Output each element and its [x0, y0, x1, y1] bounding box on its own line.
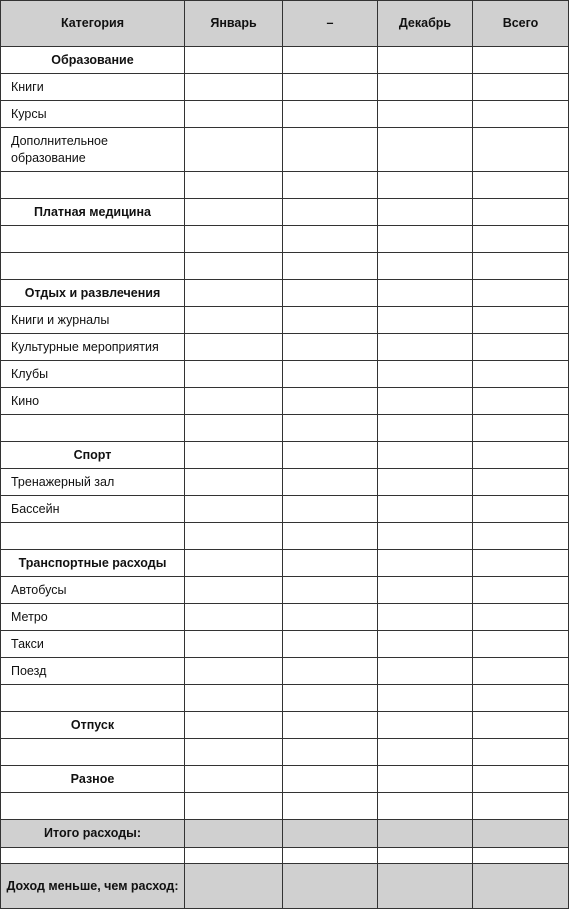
value-cell[interactable] — [283, 172, 378, 199]
category-cell: Клубы — [1, 361, 185, 388]
category-cell — [1, 739, 185, 766]
value-cell[interactable] — [473, 47, 569, 74]
header-category: Категория — [1, 1, 185, 47]
value-cell[interactable] — [473, 793, 569, 820]
value-cell[interactable] — [283, 739, 378, 766]
header-dash: – — [283, 1, 378, 47]
value-cell[interactable] — [185, 577, 283, 604]
category-cell: Книги и журналы — [1, 307, 185, 334]
table-row — [1, 226, 569, 253]
value-cell[interactable] — [473, 864, 569, 909]
value-cell[interactable] — [378, 172, 473, 199]
value-cell[interactable] — [473, 280, 569, 307]
value-cell[interactable] — [473, 128, 569, 172]
value-cell[interactable] — [283, 388, 378, 415]
value-cell[interactable] — [283, 523, 378, 550]
value-cell[interactable] — [185, 848, 283, 864]
value-cell[interactable] — [283, 101, 378, 128]
value-cell[interactable] — [185, 388, 283, 415]
category-cell — [1, 523, 185, 550]
value-cell[interactable] — [283, 128, 378, 172]
value-cell[interactable] — [283, 496, 378, 523]
section-row — [1, 280, 569, 307]
table-row — [1, 496, 569, 523]
value-cell[interactable] — [378, 101, 473, 128]
total-row — [1, 820, 569, 848]
value-cell[interactable] — [473, 604, 569, 631]
value-cell[interactable] — [185, 226, 283, 253]
value-cell[interactable] — [283, 550, 378, 577]
value-cell[interactable] — [473, 658, 569, 685]
value-cell[interactable] — [378, 550, 473, 577]
header-december: Декабрь — [378, 1, 473, 47]
value-cell[interactable] — [473, 334, 569, 361]
table-row — [1, 739, 569, 766]
section-label: Спорт — [1, 442, 185, 469]
value-cell[interactable] — [378, 712, 473, 739]
value-cell[interactable] — [378, 307, 473, 334]
value-cell[interactable] — [378, 864, 473, 909]
category-cell: Книги — [1, 74, 185, 101]
value-cell[interactable] — [283, 631, 378, 658]
value-cell[interactable] — [473, 172, 569, 199]
table-row — [1, 523, 569, 550]
value-cell[interactable] — [378, 469, 473, 496]
category-cell — [1, 793, 185, 820]
value-cell[interactable] — [185, 523, 283, 550]
value-cell[interactable] — [473, 577, 569, 604]
value-cell[interactable] — [185, 550, 283, 577]
table-body — [1, 47, 569, 909]
value-cell[interactable] — [185, 74, 283, 101]
value-cell[interactable] — [283, 820, 378, 848]
category-cell: Метро — [1, 604, 185, 631]
section-label: Транспортные расходы — [1, 550, 185, 577]
value-cell[interactable] — [185, 101, 283, 128]
category-cell: Бассейн — [1, 496, 185, 523]
value-cell[interactable] — [378, 334, 473, 361]
value-cell[interactable] — [473, 739, 569, 766]
table-row — [1, 415, 569, 442]
value-cell[interactable] — [378, 199, 473, 226]
value-cell[interactable] — [185, 685, 283, 712]
value-cell[interactable] — [378, 820, 473, 848]
table-row — [1, 334, 569, 361]
value-cell[interactable] — [283, 848, 378, 864]
value-cell[interactable] — [378, 739, 473, 766]
table-row — [1, 631, 569, 658]
table-row — [1, 172, 569, 199]
value-cell[interactable] — [378, 74, 473, 101]
value-cell[interactable] — [283, 361, 378, 388]
table-row — [1, 101, 569, 128]
category-cell — [1, 253, 185, 280]
table-row — [1, 685, 569, 712]
header-row — [1, 1, 569, 47]
section-label: Платная медицина — [1, 199, 185, 226]
value-cell[interactable] — [378, 442, 473, 469]
value-cell[interactable] — [283, 793, 378, 820]
value-cell[interactable] — [473, 848, 569, 864]
category-cell: Автобусы — [1, 577, 185, 604]
value-cell[interactable] — [473, 442, 569, 469]
value-cell[interactable] — [283, 766, 378, 793]
value-cell[interactable] — [283, 307, 378, 334]
total-label: Доход меньше, чем расход: — [1, 864, 185, 909]
value-cell[interactable] — [473, 523, 569, 550]
value-cell[interactable] — [473, 226, 569, 253]
value-cell[interactable] — [473, 388, 569, 415]
header-january: Январь — [185, 1, 283, 47]
value-cell[interactable] — [473, 766, 569, 793]
category-cell — [1, 415, 185, 442]
value-cell[interactable] — [473, 550, 569, 577]
value-cell[interactable] — [473, 361, 569, 388]
table-row — [1, 577, 569, 604]
category-cell: Курсы — [1, 101, 185, 128]
category-cell — [1, 226, 185, 253]
value-cell[interactable] — [378, 280, 473, 307]
table-row — [1, 848, 569, 864]
table-row — [1, 361, 569, 388]
value-cell[interactable] — [185, 415, 283, 442]
value-cell[interactable] — [185, 820, 283, 848]
category-cell: Тренажерный зал — [1, 469, 185, 496]
section-label: Разное — [1, 766, 185, 793]
value-cell[interactable] — [378, 47, 473, 74]
value-cell[interactable] — [378, 848, 473, 864]
value-cell[interactable] — [473, 415, 569, 442]
category-cell: Дополнительное образование — [1, 128, 185, 172]
total-row — [1, 864, 569, 909]
value-cell[interactable] — [283, 226, 378, 253]
value-cell[interactable] — [378, 523, 473, 550]
value-cell[interactable] — [473, 496, 569, 523]
category-cell: Культурные мероприятия — [1, 334, 185, 361]
value-cell[interactable] — [378, 415, 473, 442]
value-cell[interactable] — [473, 101, 569, 128]
table-row — [1, 128, 569, 172]
value-cell[interactable] — [473, 712, 569, 739]
section-row — [1, 766, 569, 793]
value-cell[interactable] — [283, 685, 378, 712]
value-cell[interactable] — [283, 253, 378, 280]
section-row — [1, 442, 569, 469]
category-cell — [1, 172, 185, 199]
value-cell[interactable] — [473, 685, 569, 712]
value-cell[interactable] — [473, 469, 569, 496]
value-cell[interactable] — [185, 864, 283, 909]
value-cell[interactable] — [473, 199, 569, 226]
value-cell[interactable] — [185, 280, 283, 307]
value-cell[interactable] — [283, 280, 378, 307]
section-row — [1, 712, 569, 739]
value-cell[interactable] — [185, 199, 283, 226]
section-row — [1, 47, 569, 74]
value-cell[interactable] — [185, 361, 283, 388]
value-cell[interactable] — [185, 712, 283, 739]
value-cell[interactable] — [378, 253, 473, 280]
value-cell[interactable] — [283, 864, 378, 909]
value-cell[interactable] — [185, 334, 283, 361]
category-cell: Такси — [1, 631, 185, 658]
category-cell: Кино — [1, 388, 185, 415]
value-cell[interactable] — [378, 226, 473, 253]
value-cell[interactable] — [283, 469, 378, 496]
value-cell[interactable] — [378, 361, 473, 388]
value-cell[interactable] — [283, 604, 378, 631]
table-row — [1, 307, 569, 334]
value-cell[interactable] — [473, 307, 569, 334]
value-cell[interactable] — [283, 74, 378, 101]
value-cell[interactable] — [283, 712, 378, 739]
value-cell[interactable] — [378, 685, 473, 712]
value-cell[interactable] — [473, 74, 569, 101]
table-row — [1, 253, 569, 280]
value-cell[interactable] — [378, 496, 473, 523]
table-row — [1, 793, 569, 820]
table-row — [1, 388, 569, 415]
value-cell[interactable] — [185, 496, 283, 523]
category-cell — [1, 685, 185, 712]
value-cell[interactable] — [378, 658, 473, 685]
value-cell[interactable] — [283, 577, 378, 604]
table-row — [1, 604, 569, 631]
section-label: Отпуск — [1, 712, 185, 739]
value-cell[interactable] — [185, 739, 283, 766]
value-cell[interactable] — [283, 334, 378, 361]
value-cell[interactable] — [185, 469, 283, 496]
value-cell[interactable] — [283, 442, 378, 469]
value-cell[interactable] — [283, 658, 378, 685]
value-cell[interactable] — [378, 577, 473, 604]
value-cell[interactable] — [378, 128, 473, 172]
value-cell[interactable] — [283, 415, 378, 442]
value-cell[interactable] — [185, 442, 283, 469]
value-cell[interactable] — [473, 631, 569, 658]
table-row — [1, 74, 569, 101]
value-cell[interactable] — [283, 199, 378, 226]
value-cell[interactable] — [378, 388, 473, 415]
total-label: Итого расходы: — [1, 820, 185, 848]
value-cell[interactable] — [185, 766, 283, 793]
category-cell: Поезд — [1, 658, 185, 685]
value-cell[interactable] — [185, 658, 283, 685]
value-cell[interactable] — [185, 128, 283, 172]
table-row — [1, 469, 569, 496]
value-cell[interactable] — [378, 631, 473, 658]
value-cell[interactable] — [283, 47, 378, 74]
value-cell[interactable] — [185, 631, 283, 658]
value-cell[interactable] — [185, 604, 283, 631]
header-total: Всего — [473, 1, 569, 47]
category-cell — [1, 848, 185, 864]
value-cell[interactable] — [378, 604, 473, 631]
table-row — [1, 658, 569, 685]
value-cell[interactable] — [185, 307, 283, 334]
section-label: Образование — [1, 47, 185, 74]
value-cell[interactable] — [185, 172, 283, 199]
value-cell[interactable] — [378, 793, 473, 820]
value-cell[interactable] — [185, 47, 283, 74]
value-cell[interactable] — [473, 820, 569, 848]
section-row — [1, 550, 569, 577]
value-cell[interactable] — [378, 766, 473, 793]
value-cell[interactable] — [185, 793, 283, 820]
value-cell[interactable] — [473, 253, 569, 280]
value-cell[interactable] — [185, 253, 283, 280]
section-label: Отдых и развлечения — [1, 280, 185, 307]
section-row — [1, 199, 569, 226]
